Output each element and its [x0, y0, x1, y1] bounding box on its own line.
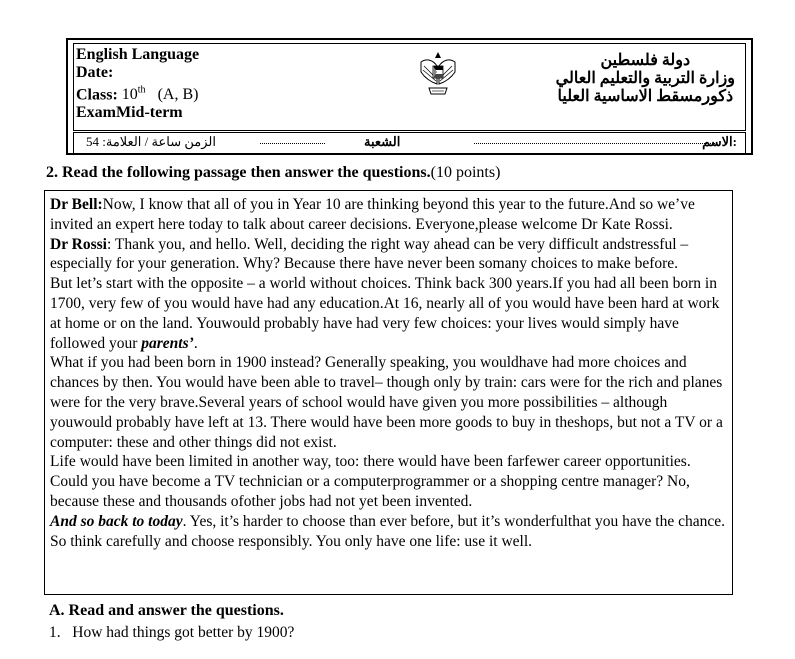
- passage-paragraph-6: And so back to today. Yes, it’s harder to choose than ever before, but it’s wonderfulthat you have the chance. So think carefully and choose responsibly. You only have one life: use it well.: [50, 512, 725, 550]
- speaker-label: Dr Rossi: [50, 235, 107, 253]
- header-right-info: [556, 52, 735, 106]
- speaker-label: Dr Bell:: [50, 196, 103, 213]
- passage-paragraph-4: What if you had been born in 1900 instead? Generally speaking, you wouldhave had more choices and chances by then. You would have been able to travel– though only by train: cars were for the rich and planes were for the very brave.Several years of school would have given you more possibilities – although youwould probably have left at 13. There would have been more goods to buy in theshops, but not a TV or a computer: these and other things did not exist.: [50, 354, 723, 451]
- section-a-title: A. Read and answer the questions.: [49, 602, 284, 619]
- exam-header: [66, 38, 753, 155]
- section-label: الشعبة: [364, 134, 401, 149]
- subject-line: English Language: [76, 46, 200, 63]
- name-dotted-line: [474, 143, 715, 144]
- class-label: Class:: [76, 86, 118, 104]
- header-inner-frame: [73, 43, 746, 131]
- question-1: [49, 624, 294, 642]
- emphasis-word: parents’: [141, 334, 194, 352]
- question-text: How had things got better by 1900?: [72, 624, 295, 641]
- class-line: [76, 82, 199, 104]
- time-mark-text: الزمن ساعة / العلامة: 54: [86, 134, 216, 149]
- palestine-eagle-emblem-icon: [417, 48, 459, 98]
- passage-paragraph-5: Life would have been limited in another way, too: there would have been farfewer career opportunities. Could you have become a TV technician or a computerprogrammer or a shopping centre manager? No, because these and thousands ofother jobs had not yet been invented.: [50, 453, 691, 510]
- header-left-info: [76, 46, 199, 122]
- exam-line: ExamMid-term: [76, 104, 183, 122]
- school-name: ذكورمسقط الاساسية العليا: [557, 88, 734, 105]
- ministry-name: وزارة التربية والتعليم العالي: [555, 70, 735, 87]
- state-name: دولة فلسطين: [600, 52, 691, 69]
- date-line: Date:: [76, 64, 114, 81]
- passage-paragraph-2: Dr Rossi: Thank you, and hello. Well, deciding the right way ahead can be very difficult andstressful –especially for your generation. Why? Because there have never been somany choices to make before.: [50, 235, 689, 273]
- reading-passage: [44, 190, 733, 595]
- question-points: (10 points): [430, 164, 501, 181]
- passage-paragraph-1: Dr Bell:Now, I know that all of you in Year 10 are thinking beyond this year to the future.And so we’ve invited an expert here today to talk about career decisions. Everyone,please welcome Dr Kate Rossi.: [50, 196, 695, 233]
- name-label: الاسم:: [702, 134, 737, 149]
- class-value: 10th (A, B): [121, 85, 199, 104]
- emphasis-lead: And so back to today: [50, 512, 183, 530]
- section-dotted-line: [260, 143, 325, 144]
- question-title: 2. Read the following passage then answer the questions.: [46, 164, 431, 181]
- question-heading: [46, 164, 500, 182]
- question-number: 1.: [49, 624, 61, 641]
- student-info-row: [73, 132, 746, 154]
- passage-paragraph-3: But let’s start with the opposite – a world without choices. Think back 300 years.If you had all been born in 1700, very few of you would have had any education.At 16, nearly all of you would have been hard at work at home or on the land. Youwould probably have had very few choices: your lives would simply have followed your parents’.: [50, 275, 720, 352]
